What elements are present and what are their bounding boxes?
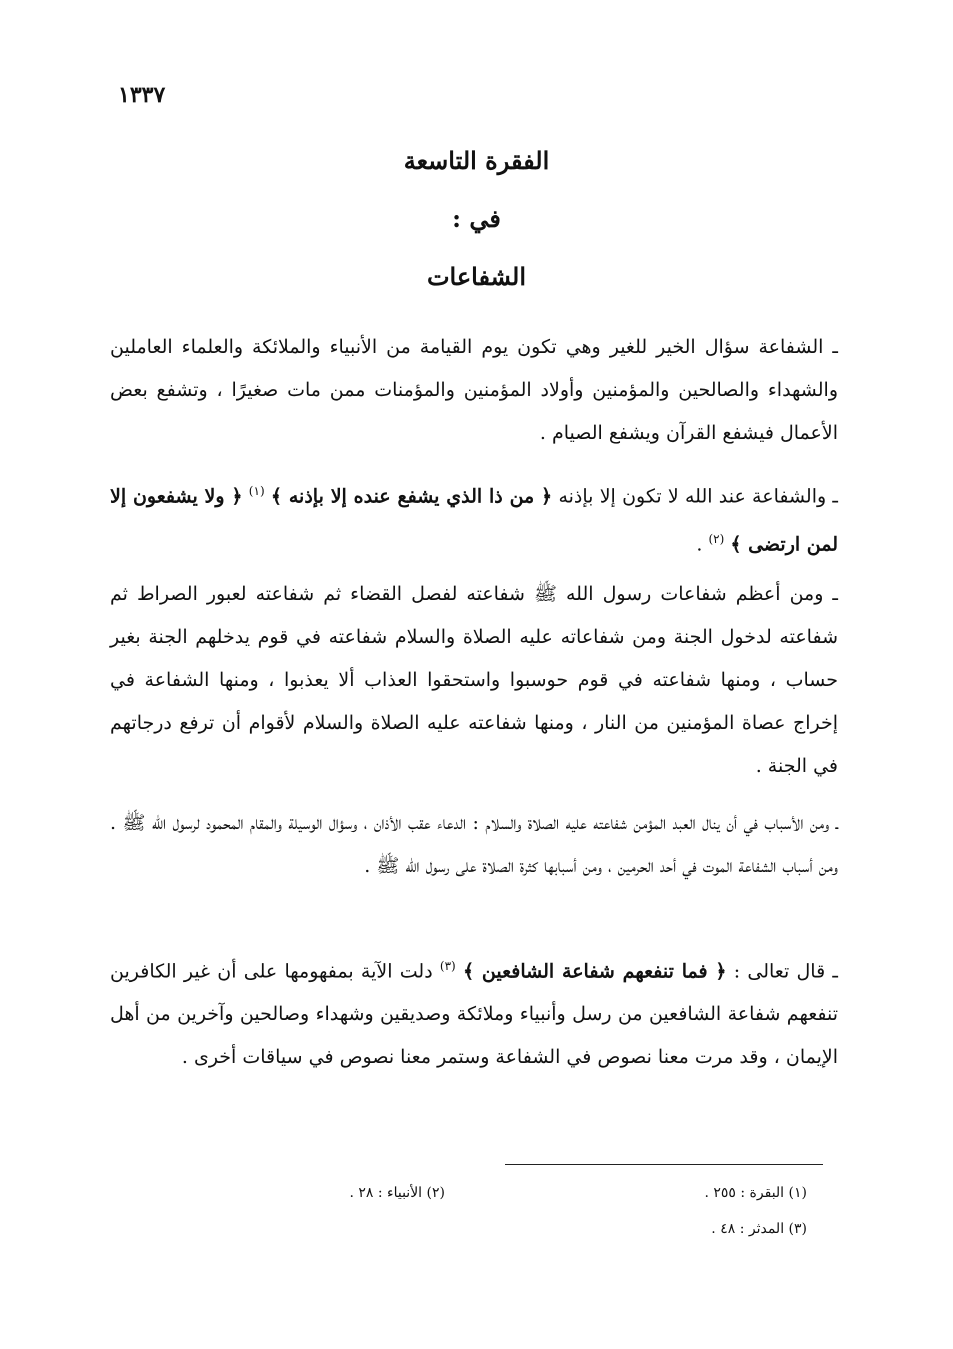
paragraph-definition — [110, 326, 838, 455]
paragraph-lead: ـ قال تعالى : — [726, 960, 838, 983]
footnote-reference: (٢) — [708, 532, 725, 547]
footnote-3: (٣) المدثر : ٤٨ . — [711, 1221, 807, 1237]
paragraph-text: ـ ومن الأسباب في أن ينال العبد المؤمن شفاعته عليه الصلاة والسلام : الدعاء عقب الأذان ، وسؤال الوسيلة والمقام المحمود لرسول الله ﷺ . ومن أسباب الشفاعة الموت في أحد الحرمين ، ومن أسبابها كثرة الصلاة على رسول الله ﷺ . — [110, 812, 838, 877]
footnote-reference: (٣) — [439, 959, 456, 973]
paragraph-prophet-intercessions — [110, 573, 838, 788]
paragraph-causes — [110, 802, 838, 888]
footnote-2: (٢) الأنبياء : ٢٨ . — [349, 1185, 445, 1201]
section-subtitle: في : — [452, 204, 501, 233]
paragraph-tail: دلت الآية بمفهومها على أن غير الكافرين تنفعهم شفاعة الشافعين من رسل وأنبياء وملائكة وصديقين وشهداء وصالحين وآخرين من أهل الإيمان ، وقد مرت معنا نصوص في الشفاعة وستمر معنا نصوص في سياقات أخرى . — [110, 960, 838, 1069]
footnote-divider — [505, 1164, 823, 1165]
footnote-1: (١) البقرة : ٢٥٥ . — [704, 1185, 807, 1201]
paragraph-text — [110, 945, 838, 1079]
paragraph-tail: . — [696, 533, 703, 556]
paragraph-text: ـ الشفاعة سؤال الخير للغير وهي تكون يوم القيامة من الأنبياء والملائكة والعلماء العاملين والشهداء والصالحين والمؤمنين وأولاد المؤمنين والمؤمنات ممن مات صغيرًا ، وتشفع بعض الأعمال فيشفع القرآن ويشفع الصيام . — [110, 336, 838, 444]
paragraph-text — [110, 470, 838, 567]
quran-quote: ﴿ ولا يشفعون إلا لمن ارتضى ﴾ — [110, 485, 838, 556]
paragraph-lead: ـ والشفاعة عند الله لا تكون إلا بإذنه — [558, 485, 838, 508]
quran-quote: ﴿ من ذا الذي يشفع عنده إلا بإذنه ﴾ — [270, 485, 553, 508]
footnote-reference: (١) — [248, 484, 265, 498]
paragraph-text: ـ ومن أعظم شفاعات رسول الله ﷺ شفاعته لفصل القضاء ثم شفاعته لعبور الصراط ثم شفاعته لدخول الجنة ومن شفاعاته عليه الصلاة والسلام شفاعته في قوم يدخلهم الجنة بغير حساب ، ومنها شفاعته في قوم حوسبوا واستحقوا العذاب ألا يعذبوا ، ومنها الشفاعة في إخراج عصاة المؤمنين من النار ، ومنها شفاعته عليه الصلاة والسلام لأقوام أن ترفع درجاتهم في الجنة . — [110, 583, 838, 777]
quran-quote: ﴿ فما تنفعهم شفاعة الشافعين ﴾ — [462, 960, 727, 983]
section-topic: الشفاعات — [426, 262, 527, 291]
paragraph-permission — [110, 470, 838, 567]
page-number: ١٣٣٧ — [118, 82, 166, 108]
section-title: الفقرة التاسعة — [403, 146, 550, 175]
paragraph-verse — [110, 945, 838, 1079]
